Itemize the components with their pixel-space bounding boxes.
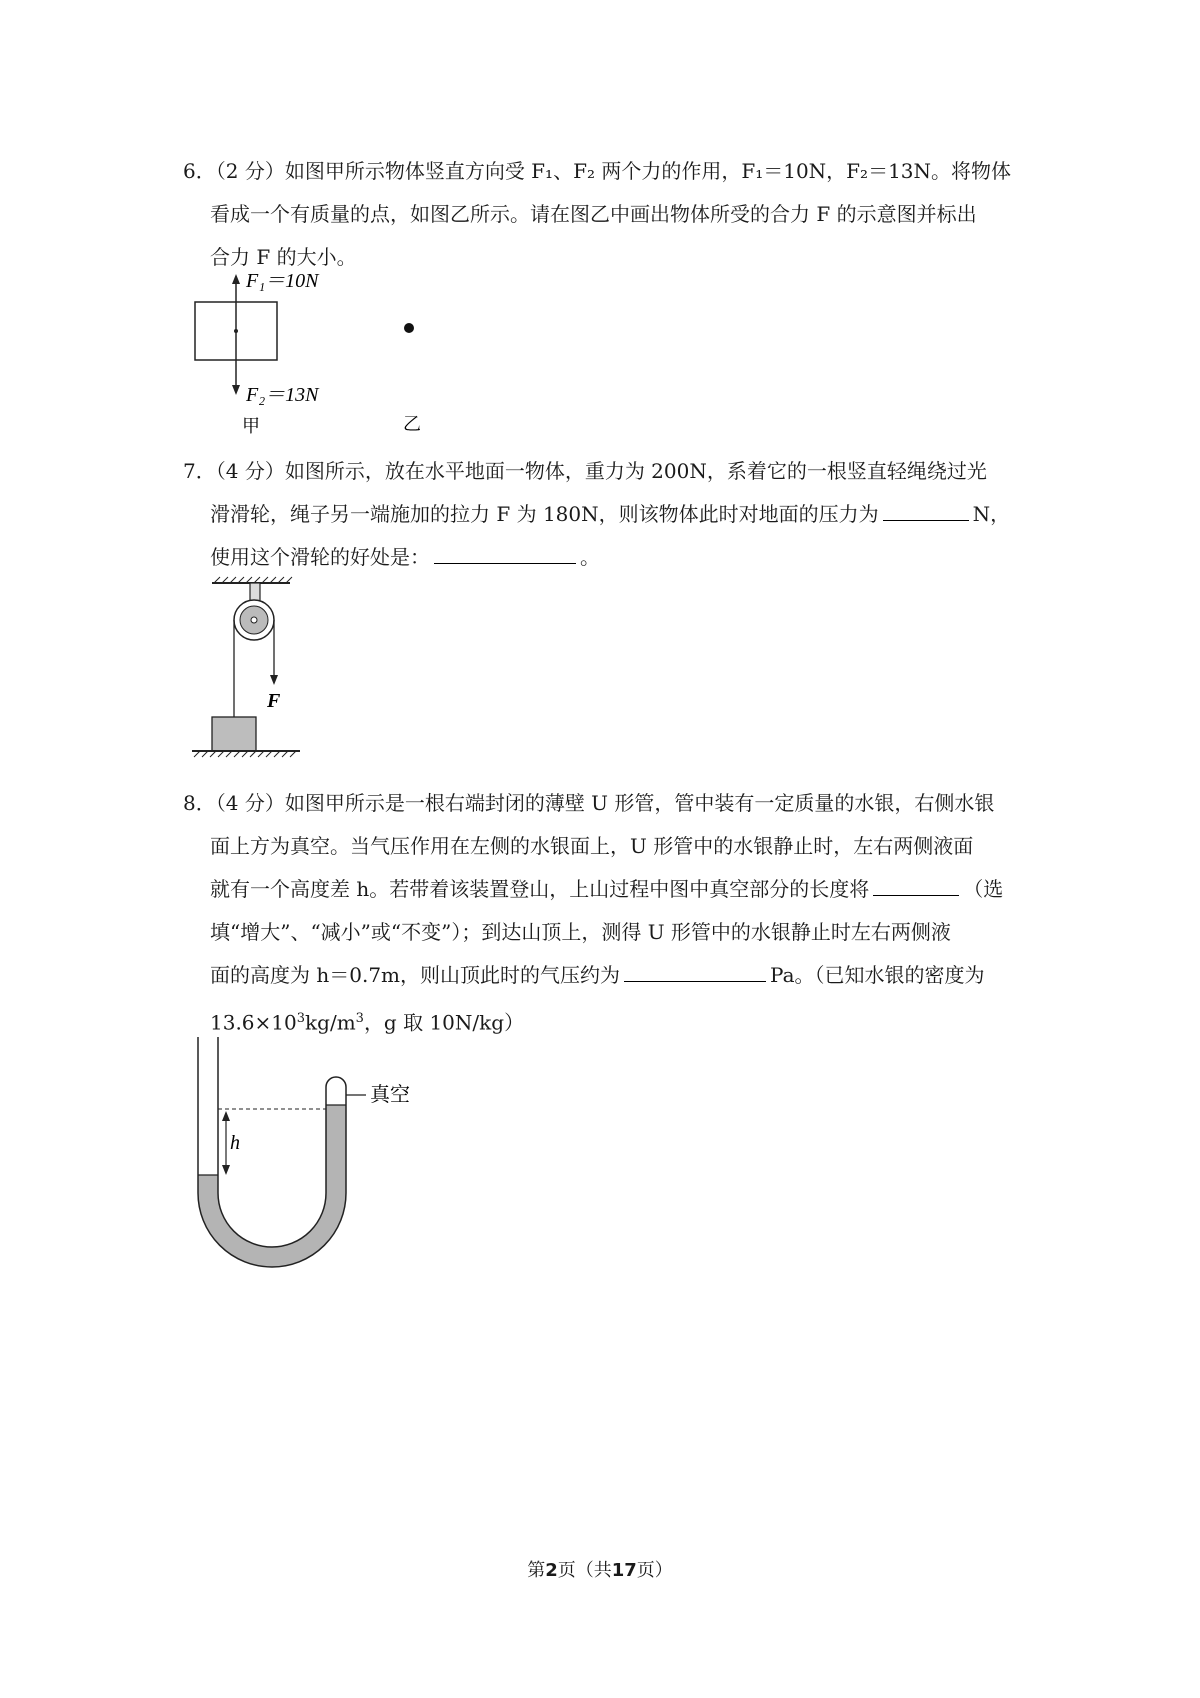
caption-yi: 乙 (403, 414, 421, 434)
caption-jia: 甲 (242, 416, 260, 436)
q8-density-unit-exp: 3 (355, 1011, 364, 1026)
q7-line2 (183, 493, 1025, 536)
q8-text-1: 如图甲所示是一根右端封闭的薄壁 U 形管，管中装有一定质量的水银，右侧水银 (284, 791, 995, 815)
q7-text-2: 滑滑轮，绳子另一端施加的拉力 F 为 180N，则该物体此时对地面的压力为 (210, 502, 879, 526)
q7-text-2b: N， (972, 502, 1011, 526)
f1-arrowhead (232, 274, 240, 284)
q7-line1 (183, 450, 1025, 493)
q8-blank-1[interactable] (873, 873, 959, 896)
q8-number: 8． (183, 791, 216, 815)
q7-text-3: 使用这个滑轮的好处是： (210, 545, 430, 569)
question-8 (183, 782, 1025, 1045)
f1-label: F₁＝10N (246, 270, 319, 292)
h-arrow-down (222, 1165, 230, 1175)
q8-figure (190, 1035, 440, 1275)
q8-text-3: 就有一个高度差 h。若带着该装置登山，上山过程中图中真空部分的长度将 (210, 877, 870, 901)
mass-point-b (404, 323, 414, 333)
q7-number: 7． (183, 459, 216, 483)
q7-line3 (183, 536, 1025, 579)
q8-density-exp: 3 (296, 1011, 306, 1026)
footer-mid: 页（共 (557, 1560, 612, 1581)
footer-page-number: 2 (545, 1560, 558, 1581)
q6-figure (190, 262, 460, 440)
q7-figure (190, 575, 320, 765)
q7-score: （4 分） (215, 459, 285, 483)
q7-blank-1[interactable] (883, 498, 969, 521)
h-label: h (230, 1132, 240, 1154)
q6-line1 (183, 150, 1025, 193)
q8-line4: 填“增大”、“减小”或“不变”）；到达山顶上，测得 U 形管中的水银静止时左右两侧液 (210, 920, 951, 944)
q8-density-unit: kg/m (305, 1010, 356, 1035)
block-object (212, 717, 256, 751)
q8-line2: 面上方为真空。当气压作用在左侧的水银面上，U 形管中的水银静止时，左右两侧液面 (210, 834, 974, 858)
q8-score: （4 分） (215, 791, 285, 815)
footer-total-pages: 17 (611, 1560, 637, 1581)
vacuum-label: 真空 (370, 1084, 410, 1106)
f-label: F (267, 690, 281, 712)
mercury (198, 1105, 346, 1267)
footer-pre: 第 (527, 1560, 546, 1581)
question-7 (183, 450, 1025, 579)
q6-line3: 合力 F 的大小。 (210, 245, 357, 269)
mass-point-a (234, 329, 238, 333)
page-footer (0, 1556, 1200, 1582)
q7-text-3b: 。 (580, 545, 600, 569)
f2-label: F₂＝13N (246, 384, 319, 406)
q8-line3 (183, 868, 1025, 911)
footer-post: 页） (636, 1560, 673, 1581)
pulley-axle (251, 617, 257, 623)
q6-text-1: 如图甲所示物体竖直方向受 F₁、F₂ 两个力的作用，F₁＝10N，F₂＝13N。将物体 (284, 159, 1012, 183)
q8-line1 (183, 782, 1025, 825)
question-6 (183, 150, 1025, 279)
q6-line2: 看成一个有质量的点，如图乙所示。请在图乙中画出物体所受的合力 F 的示意图并标出 (210, 202, 977, 226)
q7-text-1: 如图所示，放在水平地面一物体，重力为 200N，系着它的一根竖直轻绳绕过光 (284, 459, 987, 483)
q8-density-base: 13.6×10 (210, 1010, 297, 1035)
f2-arrowhead (232, 385, 240, 395)
q8-line5 (183, 954, 1025, 997)
q8-text-3b: （选 (963, 877, 1004, 901)
q7-blank-2[interactable] (434, 541, 576, 564)
q6-number: 6． (183, 159, 216, 183)
h-arrow-up (222, 1111, 230, 1121)
q8-blank-2[interactable] (624, 959, 766, 982)
q8-text-5b: Pa。（已知水银的密度为 (770, 963, 985, 987)
f-arrowhead (270, 675, 278, 685)
q6-score: （2 分） (215, 159, 285, 183)
q8-text-5: 面的高度为 h＝0.7m，则山顶此时的气压约为 (210, 963, 621, 987)
q8-text-6-tail: ，g 取 10N/kg） (363, 1010, 525, 1035)
